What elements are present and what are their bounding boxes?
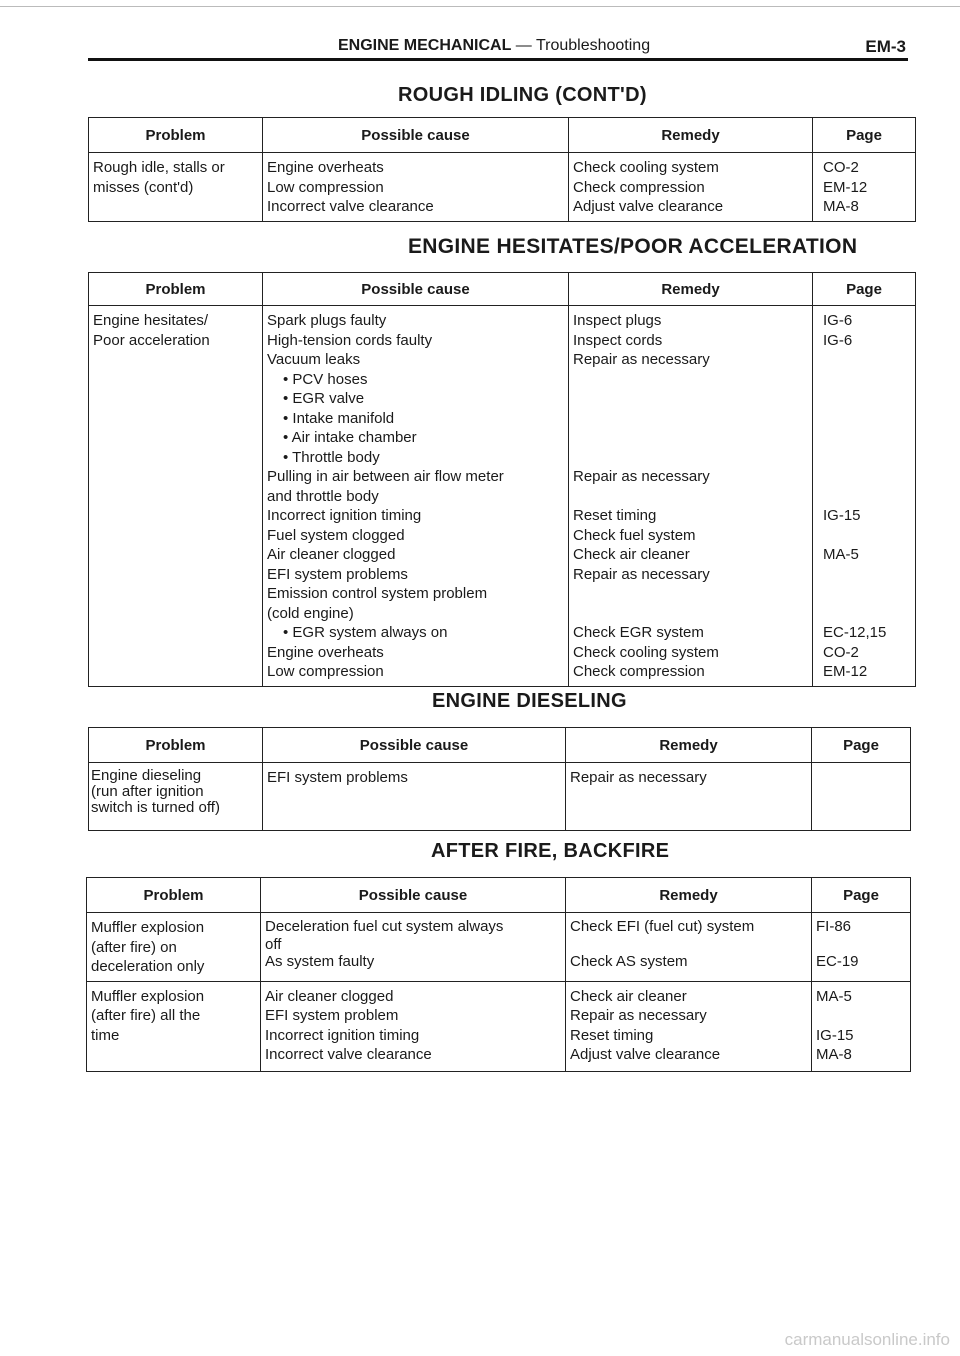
cell-line: Inspect cords: [573, 331, 663, 349]
cause-cell: [263, 306, 569, 687]
col-remedy: Remedy: [566, 878, 812, 913]
cell-line: MA-5: [823, 546, 859, 563]
cell-line: Incorrect ignition timing: [265, 1026, 420, 1044]
page-cell: [813, 153, 916, 222]
cell-line: EM-12: [823, 663, 868, 680]
cell-line: As system faulty: [265, 953, 375, 970]
cell-line: Check air cleaner: [573, 546, 690, 563]
cell-line: Muffler explosion: [91, 987, 205, 1005]
cell-line: Emission control system problem: [267, 585, 488, 602]
cell-line: [823, 487, 911, 507]
cause-cell: [263, 153, 569, 222]
cell-line: Poor acceleration: [93, 331, 210, 349]
col-page: Page: [813, 273, 916, 306]
cell-line: MA-8: [816, 1046, 852, 1063]
col-cause: Possible cause: [263, 118, 569, 153]
cell-line: [573, 487, 808, 507]
cell-line: Incorrect valve clearance: [265, 1046, 432, 1063]
col-cause: Possible cause: [261, 878, 566, 913]
col-problem: Problem: [89, 118, 263, 153]
cell-line: [823, 350, 911, 370]
page-header: [88, 37, 906, 57]
cell-line: Repair as necessary: [570, 1007, 707, 1024]
cell-line: Inspect plugs: [573, 312, 662, 329]
cell-line: [816, 936, 906, 954]
cell-line: [573, 428, 808, 448]
remedy-cell: [569, 153, 813, 222]
section-title: ENGINE DIESELING: [432, 690, 627, 712]
col-problem: Problem: [89, 728, 263, 763]
cell-line: [573, 409, 808, 429]
troubleshooting-table: [88, 727, 911, 831]
cell-line: Check air cleaner: [570, 987, 687, 1005]
cell-line: Low compression: [267, 178, 384, 196]
cell-line: Rough idle, stalls or: [93, 159, 225, 176]
col-problem: Problem: [89, 273, 263, 306]
cell-line: EFI system problem: [265, 1007, 399, 1024]
header-title: ENGINE MECHANICAL — Troubleshooting: [338, 37, 651, 54]
cell-line: Engine overheats: [267, 643, 384, 661]
cell-line: • EGR valve: [283, 390, 365, 407]
cell-line: Repair as necessary: [573, 468, 710, 485]
cell-line: MA-5: [816, 987, 852, 1005]
cell-line: • PCV hoses: [283, 370, 368, 388]
col-remedy: Remedy: [569, 273, 813, 306]
cell-line: Check AS system: [570, 953, 688, 970]
cell-line: Incorrect ignition timing: [267, 507, 422, 524]
cell-line: and throttle body: [267, 487, 379, 505]
cause-cell: [261, 981, 566, 1071]
cell-line: Engine dieseling: [91, 767, 202, 784]
cell-line: • Throttle body: [283, 448, 380, 466]
table-header-row: [89, 118, 916, 153]
cell-line: Check compression: [573, 663, 705, 680]
section-title: ROUGH IDLING (CONT'D): [398, 84, 647, 106]
remedy-cell: [566, 913, 812, 982]
remedy-cell: [566, 981, 812, 1071]
cell-line: switch is turned off): [91, 799, 220, 816]
cell-line: Reset timing: [570, 1026, 654, 1044]
cell-line: High-tension cords faulty: [267, 331, 433, 349]
table-header-row: [89, 728, 911, 763]
cell-line: Air cleaner clogged: [265, 987, 394, 1005]
cell-line: Adjust valve clearance: [573, 198, 724, 215]
cell-line: [823, 604, 911, 624]
table-header-row: [87, 878, 911, 913]
cell-line: Repair as necessary: [570, 769, 707, 786]
cell-line: • EGR system always on: [283, 624, 448, 641]
cell-line: [823, 428, 911, 448]
cell-line: Spark plugs faulty: [267, 312, 387, 329]
col-cause: Possible cause: [263, 728, 566, 763]
problem-cell: [89, 306, 263, 687]
page-cell: [812, 913, 911, 982]
cell-line: [573, 448, 808, 468]
cell-line: EFI system problems: [267, 565, 408, 583]
col-remedy: Remedy: [569, 118, 813, 153]
cell-line: IG-6: [823, 312, 853, 329]
cell-line: (after fire) on: [91, 938, 177, 956]
cell-line: [823, 389, 911, 409]
cell-line: Low compression: [267, 663, 384, 680]
section-title: ENGINE HESITATES/POOR ACCELERATION: [408, 235, 858, 258]
cell-line: Vacuum leaks: [267, 351, 361, 368]
cell-line: Repair as necessary: [573, 351, 710, 368]
cell-line: FI-86: [816, 918, 852, 935]
cell-line: IG-6: [823, 331, 853, 349]
cell-line: IG-15: [823, 507, 861, 524]
table-row: [87, 913, 911, 982]
remedy-cell: [569, 306, 813, 687]
troubleshooting-table: [88, 117, 916, 222]
cell-line: (cold engine): [267, 604, 354, 622]
col-cause: Possible cause: [263, 273, 569, 306]
cell-line: Adjust valve clearance: [570, 1046, 721, 1063]
footer-watermark: carmanualsonline.info: [784, 1330, 950, 1349]
problem-cell: [87, 913, 261, 982]
troubleshooting-table: [88, 272, 916, 687]
cell-line: Reset timing: [573, 507, 657, 524]
troubleshooting-table: [86, 877, 911, 1072]
cell-line: CO-2: [823, 643, 859, 661]
cell-line: Muffler explosion: [91, 919, 205, 936]
cell-line: [823, 584, 911, 604]
cell-line: EM-12: [823, 178, 868, 196]
col-page: Page: [812, 878, 911, 913]
cause-cell: [263, 763, 566, 831]
cell-line: [823, 370, 911, 390]
cell-line: Incorrect valve clearance: [267, 198, 434, 215]
cell-line: Check compression: [573, 178, 705, 196]
col-page: Page: [812, 728, 911, 763]
table-row: [89, 306, 916, 687]
cell-line: Engine hesitates/: [93, 312, 209, 329]
cell-line: misses (cont'd): [93, 178, 194, 196]
remedy-cell: [566, 763, 812, 831]
page-code: EM-3: [865, 37, 906, 56]
cell-line: IG-15: [816, 1026, 854, 1044]
cell-line: [816, 1006, 906, 1026]
page-cell: [812, 763, 911, 831]
table-row: [87, 981, 911, 1071]
cell-line: (run after ignition: [91, 783, 204, 800]
cell-line: CO-2: [823, 159, 859, 176]
cell-line: EFI system problems: [267, 769, 408, 786]
cell-line: Repair as necessary: [573, 565, 710, 583]
cell-line: [570, 936, 807, 954]
col-remedy: Remedy: [566, 728, 812, 763]
cell-line: Check cooling system: [573, 643, 719, 661]
scan-top-line: [0, 6, 960, 7]
cell-line: (after fire) all the: [91, 1007, 201, 1024]
cell-line: Check fuel system: [573, 526, 696, 544]
cell-line: Fuel system clogged: [267, 526, 405, 544]
table-row: [89, 763, 911, 831]
cell-line: Pulling in air between air flow meter: [267, 468, 504, 485]
cell-line: Check cooling system: [573, 159, 719, 176]
cause-cell: [261, 913, 566, 982]
cell-line: time: [91, 1026, 120, 1044]
page-cell: [813, 306, 916, 687]
cell-line: Deceleration fuel cut system always: [265, 918, 504, 935]
problem-cell: [87, 981, 261, 1071]
cell-line: [573, 370, 808, 390]
cell-line: [823, 565, 911, 585]
problem-cell: [89, 763, 263, 831]
cell-line: [823, 526, 911, 546]
cell-line: off: [265, 935, 282, 953]
problem-cell: [89, 153, 263, 222]
cell-line: [823, 409, 911, 429]
cell-line: [823, 467, 911, 487]
cell-line: [573, 584, 808, 604]
col-page: Page: [813, 118, 916, 153]
cell-line: Engine overheats: [267, 159, 384, 176]
cell-line: [823, 448, 911, 468]
cell-line: deceleration only: [91, 958, 205, 975]
table-header-row: [89, 273, 916, 306]
cell-line: [573, 389, 808, 409]
section-title: AFTER FIRE, BACKFIRE: [431, 840, 670, 862]
col-problem: Problem: [87, 878, 261, 913]
table-row: [89, 153, 916, 222]
header-rule: [88, 58, 908, 61]
cell-line: Check EGR system: [573, 624, 704, 641]
cell-line: Air cleaner clogged: [267, 546, 396, 563]
cell-line: • Intake manifold: [283, 409, 395, 427]
page-cell: [812, 981, 911, 1071]
cell-line: • Air intake chamber: [283, 429, 417, 446]
cell-line: [573, 604, 808, 624]
cell-line: [816, 768, 906, 788]
cell-line: EC-19: [816, 953, 859, 970]
cell-line: EC-12,15: [823, 624, 887, 641]
cell-line: MA-8: [823, 198, 859, 215]
cell-line: Check EFI (fuel cut) system: [570, 918, 755, 935]
